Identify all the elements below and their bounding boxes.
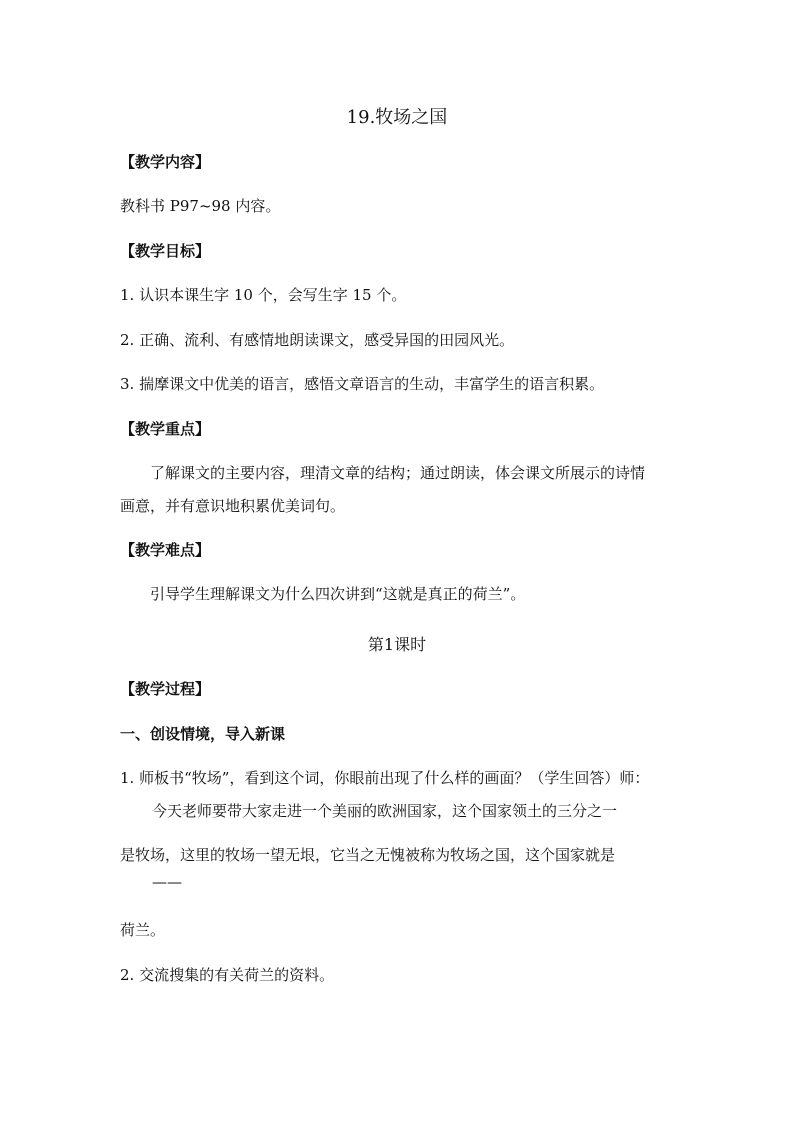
- key-text-line-2: 画意，并有意识地积累优美词句。: [120, 497, 346, 515]
- step1-item-1-continued-2: 是牧场，这里的牧场一望无垠，它当之无愧被称为牧场之国，这个国家就是: [120, 846, 616, 864]
- difficulty-heading: 【教学难点】: [120, 541, 211, 559]
- step1-heading: 一、创设情境，导入新课: [120, 725, 286, 743]
- process-heading: 【教学过程】: [120, 680, 211, 698]
- content-heading: 【教学内容】: [120, 153, 211, 171]
- step1-item-1-end: 荷兰。: [120, 921, 166, 939]
- step1-item-1-continued: 今天老师要带大家走进一个美丽的欧洲国家，这个国家领土的三分之一: [152, 802, 618, 820]
- content-text: 教科书 P97~98 内容。: [120, 197, 281, 215]
- key-text-line-1: 了解课文的主要内容，理清文章的结构；通过朗读，体会课文所展示的诗情: [150, 464, 646, 482]
- difficulty-text: 引导学生理解课文为什么四次讲到“这就是真正的荷兰”。: [150, 585, 526, 603]
- goals-heading: 【教学目标】: [120, 242, 211, 260]
- page-title: 19.牧场之国: [346, 107, 448, 128]
- step1-dash: ——: [152, 873, 182, 891]
- key-heading: 【教学重点】: [120, 420, 211, 438]
- step1-item-1: 1. 师板书“牧场”，看到这个词，你眼前出现了什么样的画面？（学生回答）师：: [120, 769, 650, 787]
- goal-item-1: 1. 认识本课生字 10 个，会写生字 15 个。: [120, 286, 407, 304]
- goal-item-2: 2. 正确、流利、有感情地朗读课文，感受异国的田园风光。: [120, 331, 515, 349]
- step1-item-2: 2. 交流搜集的有关荷兰的资料。: [120, 966, 335, 984]
- goal-item-3: 3. 揣摩课文中优美的语言，感悟文章语言的生动，丰富学生的语言积累。: [120, 375, 605, 393]
- lesson-title: 第1课时: [367, 635, 427, 654]
